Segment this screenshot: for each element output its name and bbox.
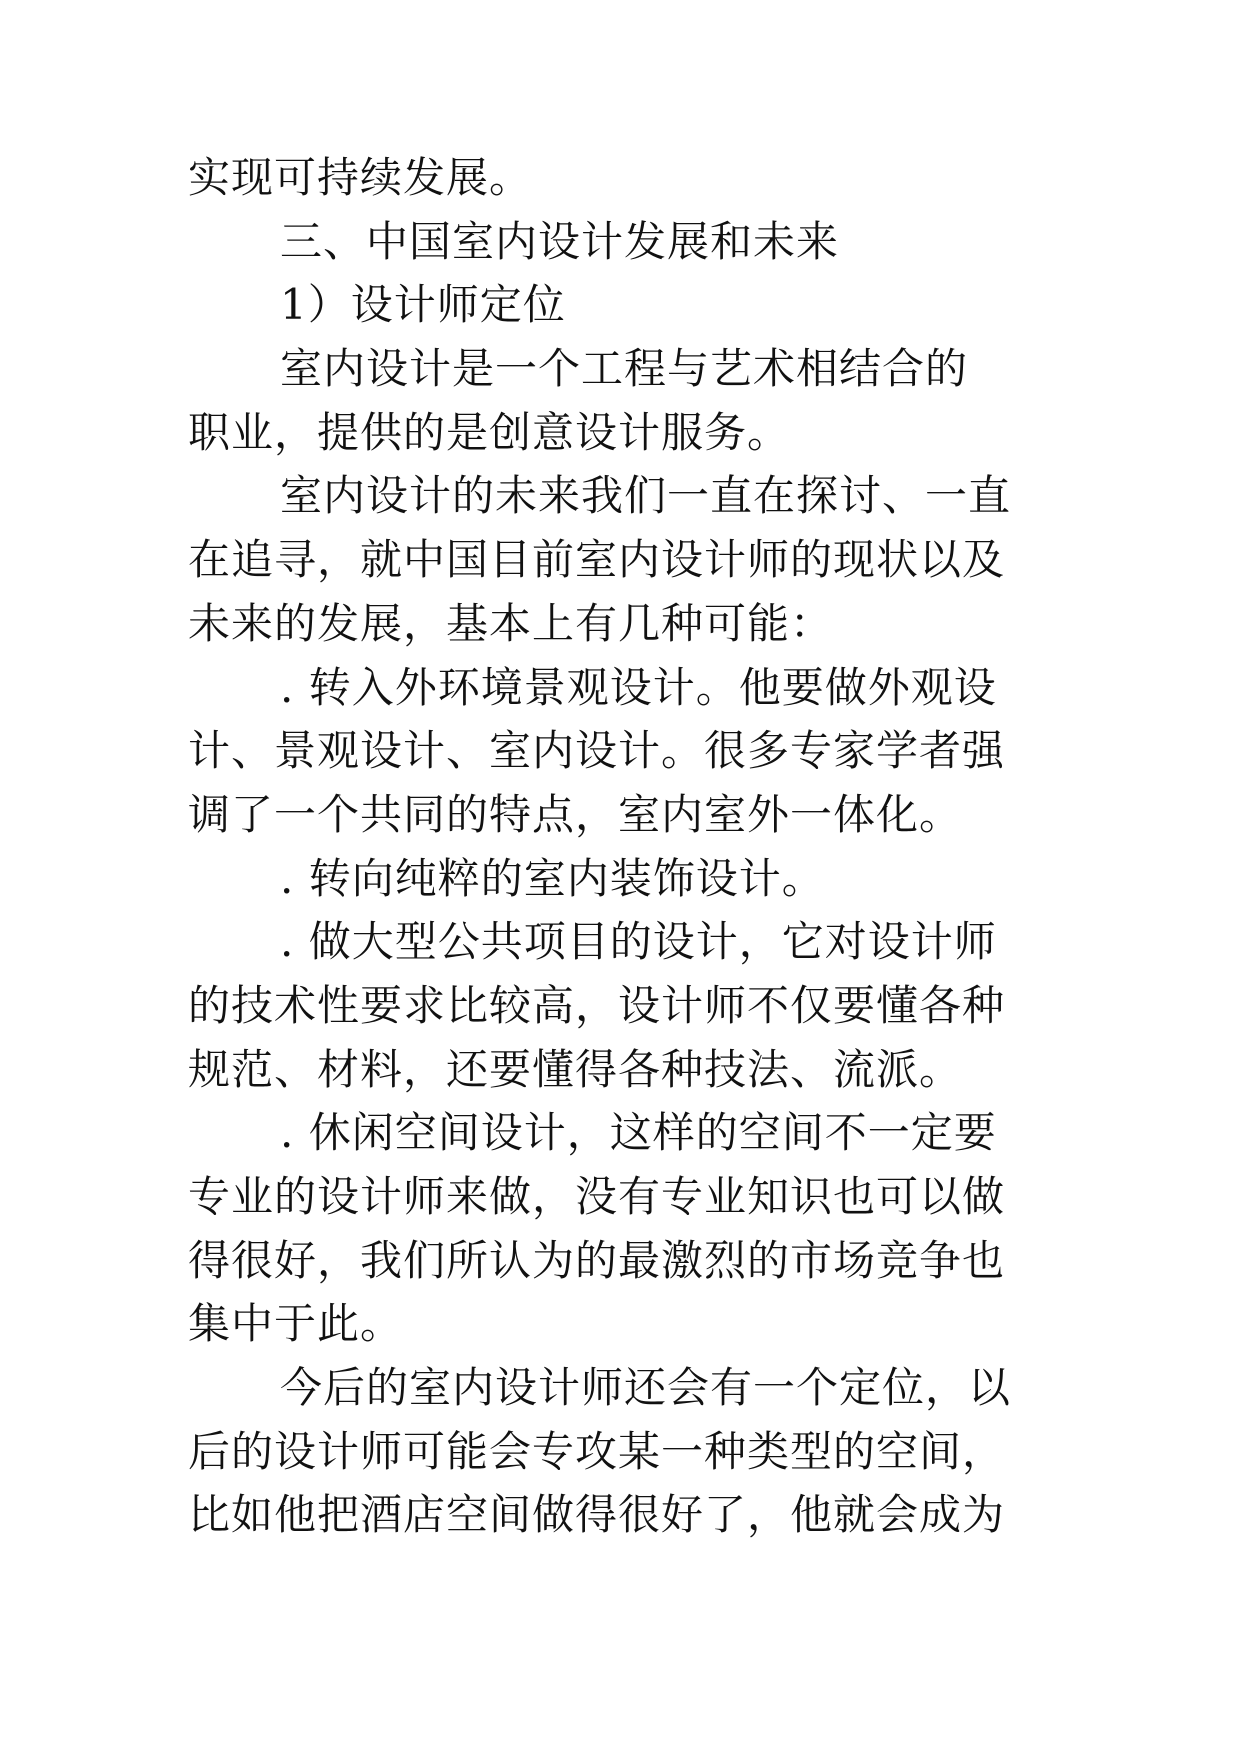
list-item: . 转向纯粹的室内装饰设计。	[280, 853, 825, 903]
text-line: 得很好，我们所认为的最激烈的市场竞争也	[188, 1235, 1006, 1285]
list-item: . 做大型公共项目的设计，它对设计师	[280, 917, 997, 967]
text-line: 未来的发展，基本上有几种可能：	[188, 598, 834, 648]
text-line: 调了一个共同的特点，室内室外一体化。	[188, 789, 963, 839]
subsection-heading: 1）设计师定位	[280, 280, 566, 330]
list-item: . 休闲空间设计，这样的空间不一定要	[280, 1108, 997, 1158]
list-item: . 转入外环境景观设计。他要做外观设	[280, 662, 997, 712]
text-line: 实现可持续发展。	[188, 153, 533, 202]
text-line: 计、景观设计、室内设计。很多专家学者强	[188, 726, 1006, 776]
text-line: 专业的设计师来做，没有专业知识也可以做	[188, 1172, 1006, 1221]
text-line: 在追寻，就中国目前室内设计师的现状以及	[188, 535, 1006, 585]
text-line: 的技术性要求比较高，设计师不仅要懂各种	[188, 980, 1006, 1030]
section-heading: 三、中国室内设计发展和未来	[280, 216, 840, 266]
text-line: 规范、材料，还要懂得各种技法、流派。	[188, 1044, 963, 1094]
text-line: 职业，提供的是创意设计服务。	[188, 407, 791, 457]
text-line: 室内设计是一个工程与艺术相结合的	[280, 344, 969, 394]
text-line: 今后的室内设计师还会有一个定位，以	[280, 1363, 1012, 1413]
text-line: 集中于此。	[188, 1299, 404, 1349]
text-line: 比如他把酒店空间做得很好了，他就会成为	[188, 1490, 1006, 1540]
text-line: 后的设计师可能会专攻某一种类型的空间，	[188, 1426, 1006, 1476]
text-line: 室内设计的未来我们一直在探讨、一直	[280, 471, 1012, 521]
document-body	[188, 146, 1058, 1547]
